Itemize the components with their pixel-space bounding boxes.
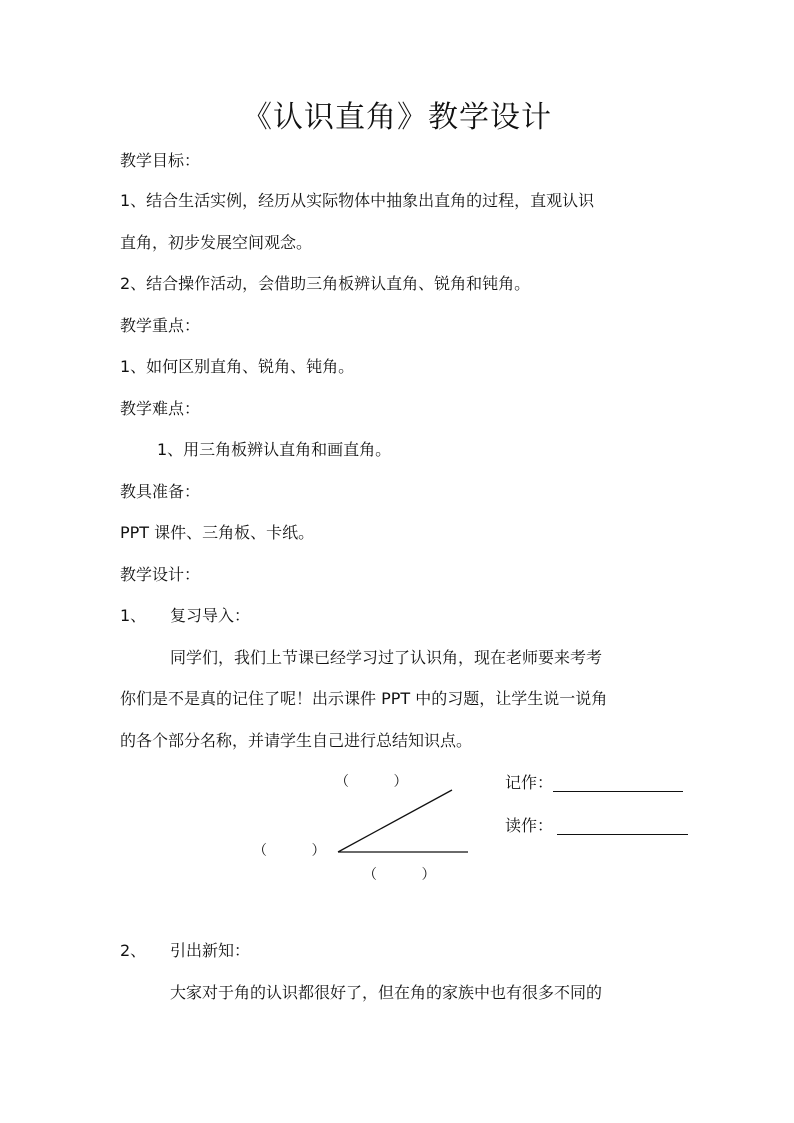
step-1-paragraph-line-3: 的各个部分名称，并请学生自己进行总结知识点。: [120, 731, 473, 750]
paren-blank-left: （ ）: [253, 843, 326, 859]
step-2-title: 引出新知：: [170, 941, 251, 960]
read-label: 读作：: [505, 816, 554, 835]
design-heading: 教学设计：: [120, 565, 201, 584]
step-1-number: 1、: [120, 606, 147, 625]
step-1-title: 复习导入：: [170, 606, 251, 625]
objectives-heading: 教学目标：: [120, 151, 201, 170]
angle-ray-upper: [338, 790, 452, 852]
materials-list: PPT 课件、三角板、卡纸。: [120, 523, 315, 542]
key-points-heading: 教学重点：: [120, 316, 201, 335]
step-1-paragraph-line-1: 同学们，我们上节课已经学习过了认识角，现在老师要来考考: [170, 648, 603, 667]
difficulty-1: 1、用三角板辨认直角和画直角。: [157, 440, 392, 459]
key-point-1: 1、如何区别直角、锐角、钝角。: [120, 357, 355, 376]
page-title: 《认识直角》教学设计: [242, 100, 552, 135]
step-2-number: 2、: [120, 941, 147, 960]
paren-blank-top: （ ）: [335, 774, 408, 790]
read-answer-line: [557, 834, 688, 835]
step-2-paragraph-line-1: 大家对于角的认识都很好了，但在角的家族中也有很多不同的: [170, 983, 603, 1002]
step-1-paragraph-line-2: 你们是不是真的记住了呢！出示课件 PPT 中的习题，让学生说一说角: [120, 689, 608, 708]
write-label: 记作：: [505, 773, 554, 792]
paren-blank-bottom: （ ）: [363, 867, 436, 883]
materials-heading: 教具准备：: [120, 482, 201, 501]
difficulties-heading: 教学难点：: [120, 399, 201, 418]
write-answer-line: [553, 791, 683, 792]
objective-2: 2、结合操作活动，会借助三角板辨认直角、锐角和钝角。: [120, 274, 531, 293]
objective-1-line-2: 直角，初步发展空间观念。: [120, 233, 313, 252]
objective-1-line-1: 1、结合生活实例，经历从实际物体中抽象出直角的过程，直观认识: [120, 191, 595, 210]
